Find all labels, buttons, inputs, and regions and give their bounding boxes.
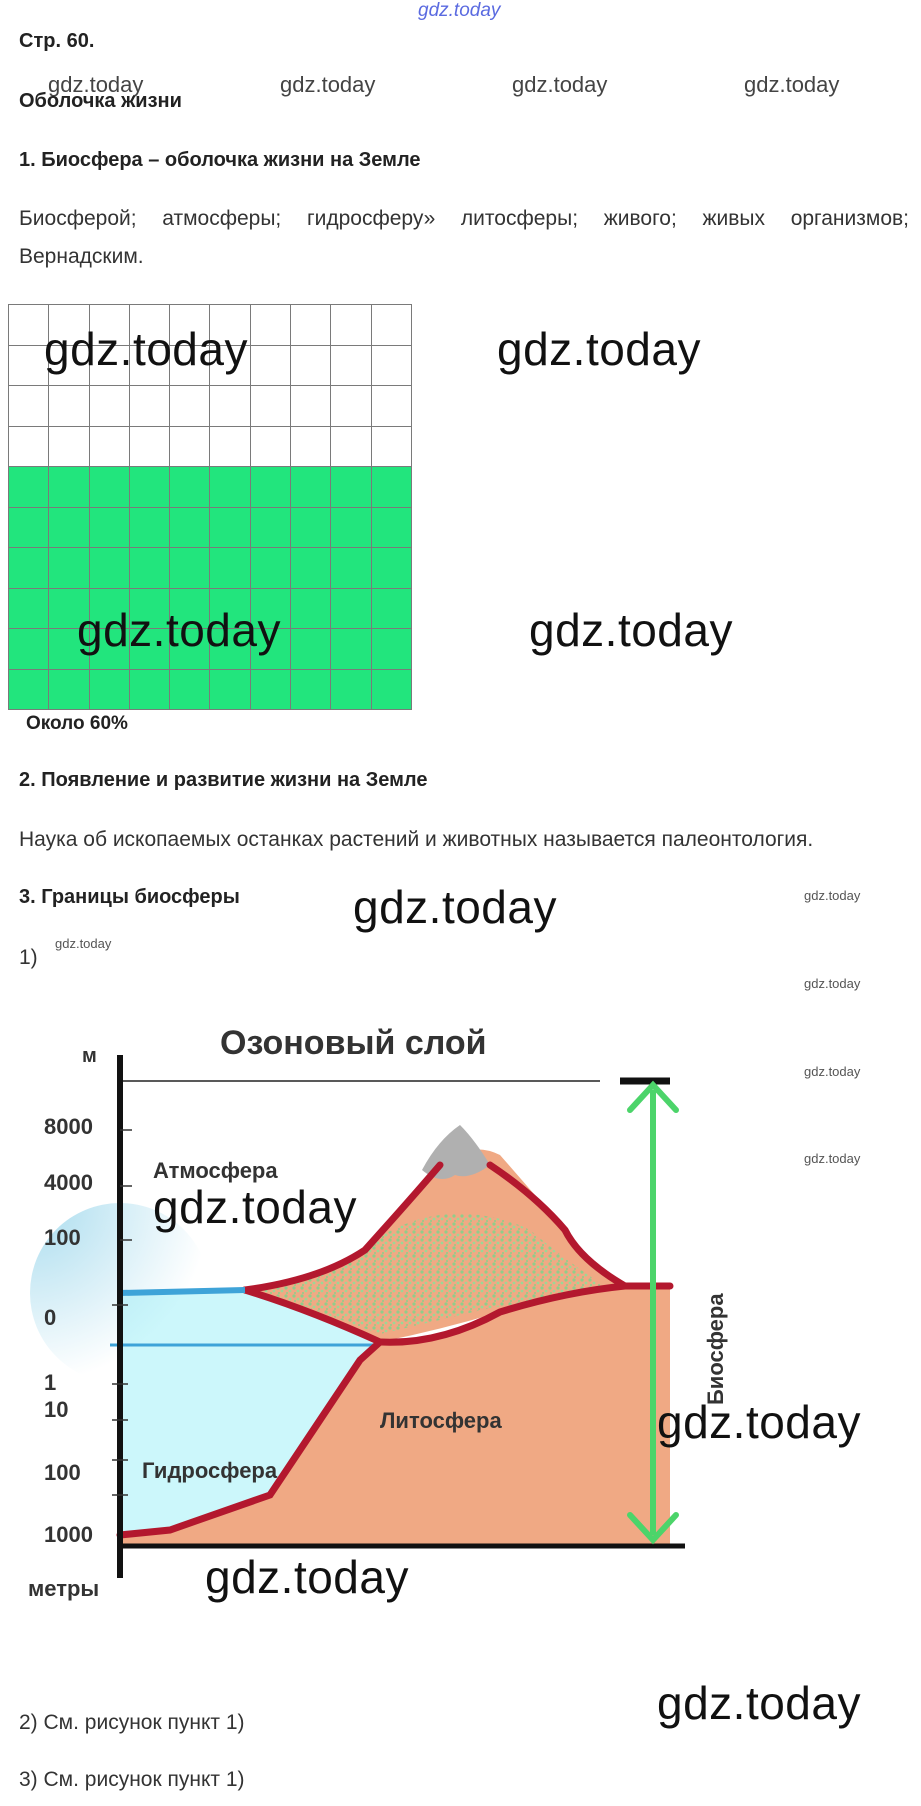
grid-row — [9, 426, 412, 467]
hydrosphere-label: Гидросфера — [142, 1458, 278, 1483]
grid-cell-filled — [371, 629, 411, 670]
unit-bottom: метры — [28, 1576, 100, 1601]
grid-cell-filled — [331, 588, 371, 629]
grid-cell-empty — [49, 426, 89, 467]
grid-cell-filled — [49, 669, 89, 710]
tick-label: 10 — [44, 1397, 69, 1422]
grid-cell-filled — [371, 507, 411, 548]
grid-cell-filled — [331, 507, 371, 548]
grid-cell-empty — [170, 426, 210, 467]
grid-cell-empty — [250, 345, 290, 386]
grid-cell-filled — [89, 507, 129, 548]
grid-cell-filled — [9, 507, 49, 548]
grid-cell-empty — [331, 305, 371, 346]
grid-row — [9, 507, 412, 548]
grid-cell-empty — [371, 426, 411, 467]
grid-cell-filled — [371, 548, 411, 589]
grid-row — [9, 467, 412, 508]
grid-cell-filled — [291, 507, 331, 548]
watermark: gdz.today — [48, 72, 144, 97]
grid-cell-empty — [291, 386, 331, 427]
grid-cell-empty — [129, 426, 169, 467]
grid-row — [9, 386, 412, 427]
grid-cell-empty — [291, 345, 331, 386]
grid-cell-filled — [210, 507, 250, 548]
topic-title: Оболочка жизни — [19, 90, 182, 112]
watermark: gdz.today — [55, 936, 112, 951]
section3-heading: 3. Границы биосферы — [19, 886, 240, 908]
grid-cell-empty — [89, 386, 129, 427]
watermark: gdz.today — [77, 604, 281, 656]
grid-cell-empty — [331, 426, 371, 467]
watermark: gdz.today — [804, 1064, 861, 1079]
watermark: gdz.today — [44, 323, 248, 375]
grid-cell-empty — [210, 426, 250, 467]
grid-cell-empty — [9, 345, 49, 386]
page-label — [19, 30, 100, 53]
grid-cell-filled — [331, 548, 371, 589]
grid-cell-filled — [9, 669, 49, 710]
watermark: gdz.today — [497, 323, 701, 375]
lithosphere-label: Литосфера — [380, 1408, 502, 1433]
watermark: gdz.today — [512, 72, 608, 97]
grid-cell-filled — [250, 669, 290, 710]
grid-cell-filled — [49, 467, 89, 508]
grid-cell-empty — [371, 345, 411, 386]
grid-cell-filled — [9, 467, 49, 508]
tick-label: 0 — [44, 1305, 57, 1330]
page-label-text: Стр. 60. — [19, 30, 95, 52]
watermark: gdz.today — [153, 1181, 357, 1233]
grid-cell-filled — [331, 669, 371, 710]
biosphere-diagram — [20, 990, 728, 1610]
grid-cell-filled — [49, 507, 89, 548]
grid-cell-filled — [49, 548, 89, 589]
grid-cell-filled — [9, 629, 49, 670]
grid-cell-filled — [291, 588, 331, 629]
grid-cell-filled — [9, 548, 49, 589]
grid-cell-empty — [129, 386, 169, 427]
watermark: gdz.today — [205, 1551, 409, 1603]
grid-cell-filled — [170, 548, 210, 589]
atmosphere-label: Атмосфера — [153, 1158, 278, 1183]
grid-cell-empty — [291, 426, 331, 467]
grid-cell-filled — [89, 467, 129, 508]
grid-cell-filled — [210, 548, 250, 589]
grid-cell-filled — [89, 669, 129, 710]
grid-cell-empty — [291, 305, 331, 346]
grid-cell-empty — [170, 386, 210, 427]
watermark: gdz.today — [353, 881, 557, 933]
grid-cell-filled — [331, 629, 371, 670]
grid-cell-filled — [291, 629, 331, 670]
grid-cell-filled — [291, 467, 331, 508]
grid-cell-filled — [371, 669, 411, 710]
section3-item2: 2) См. рисунок пункт 1) — [19, 1711, 245, 1734]
grid-cell-empty — [89, 426, 129, 467]
grid-cell-empty — [49, 386, 89, 427]
page-label-tail — [94, 30, 100, 52]
top-watermark-logo: gdz.today — [418, 0, 501, 21]
tick-label: 4000 — [44, 1170, 93, 1195]
section2-heading: 2. Появление и развитие жизни на Земле — [19, 769, 428, 791]
watermark: gdz.today — [280, 72, 376, 97]
grid-cell-filled — [291, 669, 331, 710]
grid-cell-filled — [170, 467, 210, 508]
unit-top: м — [82, 1045, 97, 1067]
grid-cell-filled — [9, 588, 49, 629]
tick-label: 1 — [44, 1370, 57, 1395]
section2-text: Наука об ископаемых останках растений и животных называется палеонтология. — [19, 828, 814, 851]
grid-cell-empty — [9, 426, 49, 467]
grid-cell-filled — [371, 467, 411, 508]
grid-cell-empty — [331, 345, 371, 386]
grid-caption: Около 60% — [26, 713, 128, 734]
grid-cell-filled — [129, 467, 169, 508]
grid-cell-empty — [371, 305, 411, 346]
section1-heading: 1. Биосфера – оболочка жизни на Земле — [19, 149, 421, 171]
grid-cell-filled — [371, 588, 411, 629]
grid-cell-empty — [250, 305, 290, 346]
biosphere-label: Биосфера — [703, 1293, 728, 1405]
grid-cell-filled — [170, 669, 210, 710]
watermark: gdz.today — [804, 888, 861, 903]
grid-cell-empty — [9, 386, 49, 427]
grid-cell-filled — [210, 669, 250, 710]
grid-cell-empty — [331, 386, 371, 427]
watermark: gdz.today — [529, 604, 733, 656]
grid-row — [9, 548, 412, 589]
tick-label: 100 — [44, 1225, 81, 1250]
grid-cell-filled — [170, 507, 210, 548]
section3-item1: 1) — [19, 946, 38, 969]
tick-label: 1000 — [44, 1522, 93, 1547]
grid-cell-empty — [371, 386, 411, 427]
grid-cell-empty — [9, 305, 49, 346]
watermark: gdz.today — [804, 976, 861, 991]
grid-cell-filled — [210, 467, 250, 508]
grid-cell-filled — [250, 548, 290, 589]
grid-cell-filled — [129, 669, 169, 710]
grid-cell-filled — [250, 467, 290, 508]
water-surface — [120, 1290, 245, 1293]
grid-cell-filled — [129, 507, 169, 548]
section3-item3: 3) См. рисунок пункт 1) — [19, 1768, 245, 1791]
grid-cell-filled — [250, 507, 290, 548]
grid-cell-filled — [291, 548, 331, 589]
tick-label: 8000 — [44, 1114, 93, 1139]
watermark: gdz.today — [744, 72, 840, 97]
tick-label: 100 — [44, 1460, 81, 1485]
section1-text: Биосферой; атмосферы; гидросферу» литосферы; живого; живых организмов; Вернадским. — [19, 207, 909, 268]
grid-row — [9, 669, 412, 710]
grid-cell-empty — [250, 426, 290, 467]
ozone-title: Озоновый слой — [220, 1024, 487, 1062]
grid-cell-empty — [250, 386, 290, 427]
watermark: gdz.today — [657, 1677, 861, 1729]
grid-cell-filled — [89, 548, 129, 589]
watermark: gdz.today — [804, 1151, 861, 1166]
watermark: gdz.today — [657, 1396, 861, 1448]
grid-cell-filled — [129, 548, 169, 589]
grid-cell-empty — [210, 386, 250, 427]
grid-cell-filled — [331, 467, 371, 508]
